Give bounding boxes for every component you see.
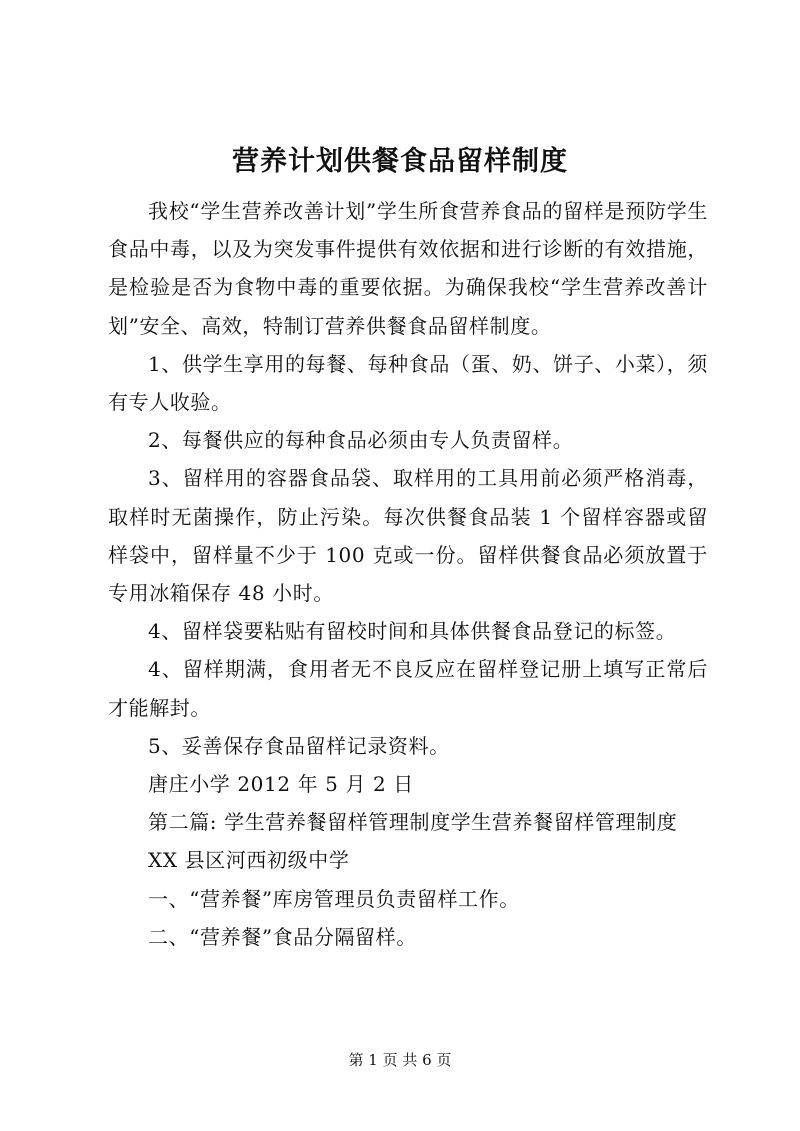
document-title: 营养计划供餐食品留样制度: [232, 146, 568, 177]
paragraph-intro: 我校“学生营养改善计划”学生所食营养食品的留样是预防学生食品中毒，以及为突发事件提供有效依据和进行诊断的有效措施，是检验是否为食物中毒的重要依据。为确保我校“学生营养改善计划”安全、高效，特制订营养供餐食品留样制度。: [108, 199, 708, 338]
paragraph-item-2: 2、每餐供应的每种食品必须由专人负责留样。: [148, 428, 574, 453]
paragraph-item-3: 3、留样用的容器食品袋、取样用的工具用前必须严格消毒，取样时无菌操作，防止污染。每次供餐食品装 1 个留样容器或留样袋中，留样量不少于 100 克或一份。留样供餐食品必须放置于专用冰箱保存 48 小时。: [108, 466, 708, 606]
rule-item-2: 二、“营养餐”食品分隔留样。: [148, 924, 417, 949]
paragraph-item-1: 1、供学生享用的每餐、每种食品（蛋、奶、饼子、小菜），须有专人收验。: [108, 351, 708, 415]
paragraph-item-4: 4、留样袋要粘贴有留校时间和具体供餐食品登记的标签。: [148, 619, 677, 644]
paragraph-item-4b: 4、留样期满，食用者无不良反应在留样登记册上填写正常后才能解封。: [108, 657, 708, 720]
page-number-footer: 第 1 页 共 6 页: [348, 1051, 452, 1069]
second-article-heading: 第二篇: 学生营养餐留样管理制度学生营养餐留样管理制度: [148, 810, 678, 835]
document-body: [108, 192, 708, 956]
paragraph-item-5: 5、妥善保存食品留样记录资料。: [148, 733, 450, 758]
school-name: XX 县区河西初级中学: [148, 848, 350, 873]
rule-item-1: 一、“营养餐”库房管理员负责留样工作。: [148, 886, 520, 911]
signature-date: 唐庄小学 2012 年 5 月 2 日: [148, 772, 414, 797]
